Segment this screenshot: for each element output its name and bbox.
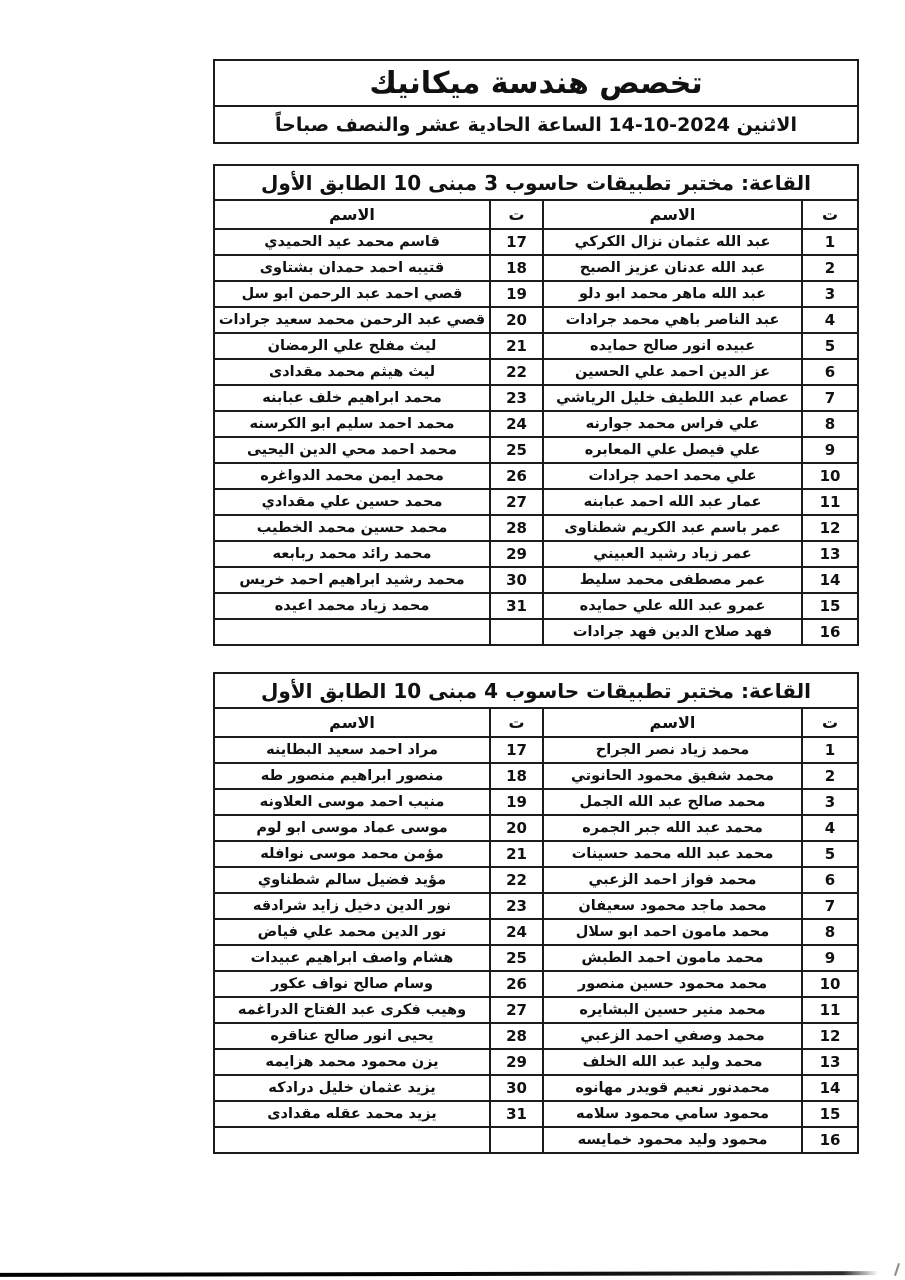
student-name-cell: عبد الله ماهر محمد ابو دلو xyxy=(544,282,801,306)
student-name-cell: محمد مامون احمد ابو سلال xyxy=(544,920,801,944)
student-name-cell: محمد زياد محمد اعيده xyxy=(215,594,489,618)
student-number-cell: 9 xyxy=(803,946,857,970)
student-name-cell: قصي احمد عبد الرحمن ابو سل xyxy=(215,282,489,306)
student-number-cell: 29 xyxy=(491,1050,542,1074)
column-header-name: الاسم xyxy=(544,201,801,228)
hall-1-block xyxy=(213,164,859,646)
student-number-cell: 10 xyxy=(803,972,857,996)
student-number-cell: 2 xyxy=(803,764,857,788)
student-number-cell: 7 xyxy=(803,386,857,410)
student-name-cell: محمد احمد محي الدين اليحيى xyxy=(215,438,489,462)
exam-datetime: الاثنين 2024-10-14 الساعة الحادية عشر والنصف صباحاً xyxy=(215,105,857,142)
student-number-cell: 21 xyxy=(491,842,542,866)
student-number-cell: 28 xyxy=(491,1024,542,1048)
student-number-cell: 14 xyxy=(803,1076,857,1100)
student-number-cell: 27 xyxy=(491,998,542,1022)
student-number-cell: 18 xyxy=(491,764,542,788)
student-name-cell: قصي عبد الرحمن محمد سعيد جرادات xyxy=(215,308,489,332)
student-number-cell xyxy=(491,620,542,644)
student-name-cell: عمر مصطفى محمد سليط xyxy=(544,568,801,592)
student-number-cell: 4 xyxy=(803,816,857,840)
student-number-cell: 15 xyxy=(803,594,857,618)
student-name-cell: محمد وليد عبد الله الخلف xyxy=(544,1050,801,1074)
column-header-number: ت xyxy=(491,201,542,228)
column-header-number: ت xyxy=(803,709,857,736)
student-name-cell: محمد شفيق محمود الحانوتي xyxy=(544,764,801,788)
student-number-cell: 15 xyxy=(803,1102,857,1126)
student-number-cell: 24 xyxy=(491,412,542,436)
student-number-cell: 8 xyxy=(803,412,857,436)
student-name-cell: محمد حسين محمد الخطيب xyxy=(215,516,489,540)
student-name-cell: عمر باسم عبد الكريم شطناوى xyxy=(544,516,801,540)
hall-2-block xyxy=(213,672,859,1154)
student-number-cell: 25 xyxy=(491,438,542,462)
student-number-cell: 27 xyxy=(491,490,542,514)
student-name-cell: محمد فواز احمد الزعبي xyxy=(544,868,801,892)
student-number-cell: 24 xyxy=(491,920,542,944)
student-name-cell: محمد زياد نصر الجراح xyxy=(544,738,801,762)
student-name-cell xyxy=(215,1128,489,1152)
student-name-cell: محمد وصفي احمد الزعبي xyxy=(544,1024,801,1048)
student-number-cell: 5 xyxy=(803,334,857,358)
student-name-cell: وهيب فكرى عبد الفتاح الدراغمه xyxy=(215,998,489,1022)
student-name-cell: نور الدين دخيل زايد شرادقه xyxy=(215,894,489,918)
hall-2-students-table xyxy=(213,707,859,1154)
student-number-cell: 3 xyxy=(803,790,857,814)
student-name-cell: عبد الناصر باهي محمد جرادات xyxy=(544,308,801,332)
hall-1-title: القاعة: مختبر تطبيقات حاسوب 3 مبنى 10 الطابق الأول xyxy=(213,164,859,201)
student-name-cell: محمد حسين علي مقدادي xyxy=(215,490,489,514)
column-header-number: ت xyxy=(491,709,542,736)
student-number-cell: 17 xyxy=(491,230,542,254)
student-name-cell: يزيد محمد عقله مقدادى xyxy=(215,1102,489,1126)
student-name-cell: محمود سامي محمود سلامه xyxy=(544,1102,801,1126)
student-name-cell: محمد عبد الله محمد حسينات xyxy=(544,842,801,866)
student-number-cell: 21 xyxy=(491,334,542,358)
student-number-cell: 6 xyxy=(803,868,857,892)
student-number-cell: 19 xyxy=(491,790,542,814)
student-number-cell: 18 xyxy=(491,256,542,280)
student-name-cell xyxy=(215,620,489,644)
student-name-cell: مراد احمد سعيد البطاينه xyxy=(215,738,489,762)
student-number-cell: 9 xyxy=(803,438,857,462)
student-name-cell: محمد منير حسين البشايره xyxy=(544,998,801,1022)
student-name-cell: عمر زياد رشيد العبيني xyxy=(544,542,801,566)
student-number-cell: 11 xyxy=(803,490,857,514)
student-name-cell: هشام واصف ابراهيم عبيدات xyxy=(215,946,489,970)
student-number-cell: 30 xyxy=(491,568,542,592)
student-name-cell: قتيبه احمد حمدان بشتاوى xyxy=(215,256,489,280)
student-number-cell: 1 xyxy=(803,738,857,762)
student-name-cell: عمار عبد الله احمد عبابنه xyxy=(544,490,801,514)
student-number-cell xyxy=(491,1128,542,1152)
student-name-cell: محمود وليد محمود خمايسه xyxy=(544,1128,801,1152)
student-name-cell: عبد الله عدنان عزيز الصبح xyxy=(544,256,801,280)
student-name-cell: محمد رائد محمد ربابعه xyxy=(215,542,489,566)
student-name-cell: محمد ماجد محمود سعيفان xyxy=(544,894,801,918)
student-number-cell: 6 xyxy=(803,360,857,384)
student-name-cell: يزيد عثمان خليل درادكه xyxy=(215,1076,489,1100)
column-header-name: الاسم xyxy=(544,709,801,736)
student-name-cell: عصام عبد اللطيف خليل الرياشي xyxy=(544,386,801,410)
student-name-cell: مؤمن محمد موسى نوافله xyxy=(215,842,489,866)
student-name-cell: محمد عبد الله جبر الجمره xyxy=(544,816,801,840)
student-name-cell: يزن محمود محمد هزايمه xyxy=(215,1050,489,1074)
student-name-cell: محمد رشيد ابراهيم احمد خريس xyxy=(215,568,489,592)
student-number-cell: 20 xyxy=(491,308,542,332)
student-name-cell: علي محمد احمد جرادات xyxy=(544,464,801,488)
student-number-cell: 11 xyxy=(803,998,857,1022)
title-block xyxy=(213,59,859,144)
student-name-cell: علي فيصل علي المعابره xyxy=(544,438,801,462)
student-number-cell: 19 xyxy=(491,282,542,306)
student-name-cell: يحيى انور صالح عناقره xyxy=(215,1024,489,1048)
student-number-cell: 30 xyxy=(491,1076,542,1100)
column-header-number: ت xyxy=(803,201,857,228)
student-number-cell: 22 xyxy=(491,868,542,892)
student-number-cell: 20 xyxy=(491,816,542,840)
student-name-cell: منيب احمد موسى العلاونه xyxy=(215,790,489,814)
column-header-name: الاسم xyxy=(215,201,489,228)
student-number-cell: 23 xyxy=(491,386,542,410)
student-number-cell: 26 xyxy=(491,972,542,996)
student-number-cell: 13 xyxy=(803,1050,857,1074)
student-name-cell: وسام صالح نواف عكور xyxy=(215,972,489,996)
student-number-cell: 25 xyxy=(491,946,542,970)
student-number-cell: 22 xyxy=(491,360,542,384)
student-name-cell: عبد الله عثمان نزال الكركي xyxy=(544,230,801,254)
hall-1-students-table xyxy=(213,199,859,646)
student-number-cell: 1 xyxy=(803,230,857,254)
student-name-cell: عمرو عبد الله علي حمايده xyxy=(544,594,801,618)
student-number-cell: 2 xyxy=(803,256,857,280)
student-name-cell: محمد ابراهيم خلف عبابنه xyxy=(215,386,489,410)
column-header-name: الاسم xyxy=(215,709,489,736)
student-name-cell: عز الدين احمد علي الحسين xyxy=(544,360,801,384)
student-number-cell: 13 xyxy=(803,542,857,566)
student-name-cell: محمد احمد سليم ابو الكرسنه xyxy=(215,412,489,436)
student-name-cell: ليث هيثم محمد مقدادى xyxy=(215,360,489,384)
student-number-cell: 26 xyxy=(491,464,542,488)
scan-artifact-line xyxy=(0,1271,878,1277)
student-number-cell: 8 xyxy=(803,920,857,944)
student-number-cell: 31 xyxy=(491,1102,542,1126)
specialization-title: تخصص هندسة ميكانيك xyxy=(369,65,703,101)
student-name-cell: مؤيد فضيل سالم شطناوي xyxy=(215,868,489,892)
student-number-cell: 12 xyxy=(803,1024,857,1048)
student-name-cell: محمد محمود حسين منصور xyxy=(544,972,801,996)
student-number-cell: 10 xyxy=(803,464,857,488)
hall-2-title: القاعة: مختبر تطبيقات حاسوب 4 مبنى 10 الطابق الأول xyxy=(213,672,859,709)
student-name-cell: محمد مامون احمد الطبش xyxy=(544,946,801,970)
student-name-cell: قاسم محمد عيد الحميدي xyxy=(215,230,489,254)
student-name-cell: محمدنور نعيم قويدر مهانوه xyxy=(544,1076,801,1100)
student-number-cell: 17 xyxy=(491,738,542,762)
student-number-cell: 28 xyxy=(491,516,542,540)
student-number-cell: 29 xyxy=(491,542,542,566)
student-name-cell: عبيده انور صالح حمايده xyxy=(544,334,801,358)
student-name-cell: موسى عماد موسى ابو لوم xyxy=(215,816,489,840)
student-name-cell: محمد ايمن محمد الدواغره xyxy=(215,464,489,488)
student-number-cell: 23 xyxy=(491,894,542,918)
student-name-cell: نور الدين محمد علي فياض xyxy=(215,920,489,944)
student-number-cell: 16 xyxy=(803,1128,857,1152)
student-name-cell: محمد صالح عبد الله الجمل xyxy=(544,790,801,814)
student-name-cell: فهد صلاح الدين فهد جرادات xyxy=(544,620,801,644)
student-number-cell: 4 xyxy=(803,308,857,332)
student-number-cell: 14 xyxy=(803,568,857,592)
student-number-cell: 12 xyxy=(803,516,857,540)
scan-artifact-tick xyxy=(894,1263,900,1276)
student-name-cell: ليث مفلح علي الرمضان xyxy=(215,334,489,358)
student-number-cell: 7 xyxy=(803,894,857,918)
student-name-cell: منصور ابراهيم منصور طه xyxy=(215,764,489,788)
student-number-cell: 5 xyxy=(803,842,857,866)
student-number-cell: 3 xyxy=(803,282,857,306)
student-name-cell: علي فراس محمد جوارنه xyxy=(544,412,801,436)
student-number-cell: 16 xyxy=(803,620,857,644)
student-number-cell: 31 xyxy=(491,594,542,618)
